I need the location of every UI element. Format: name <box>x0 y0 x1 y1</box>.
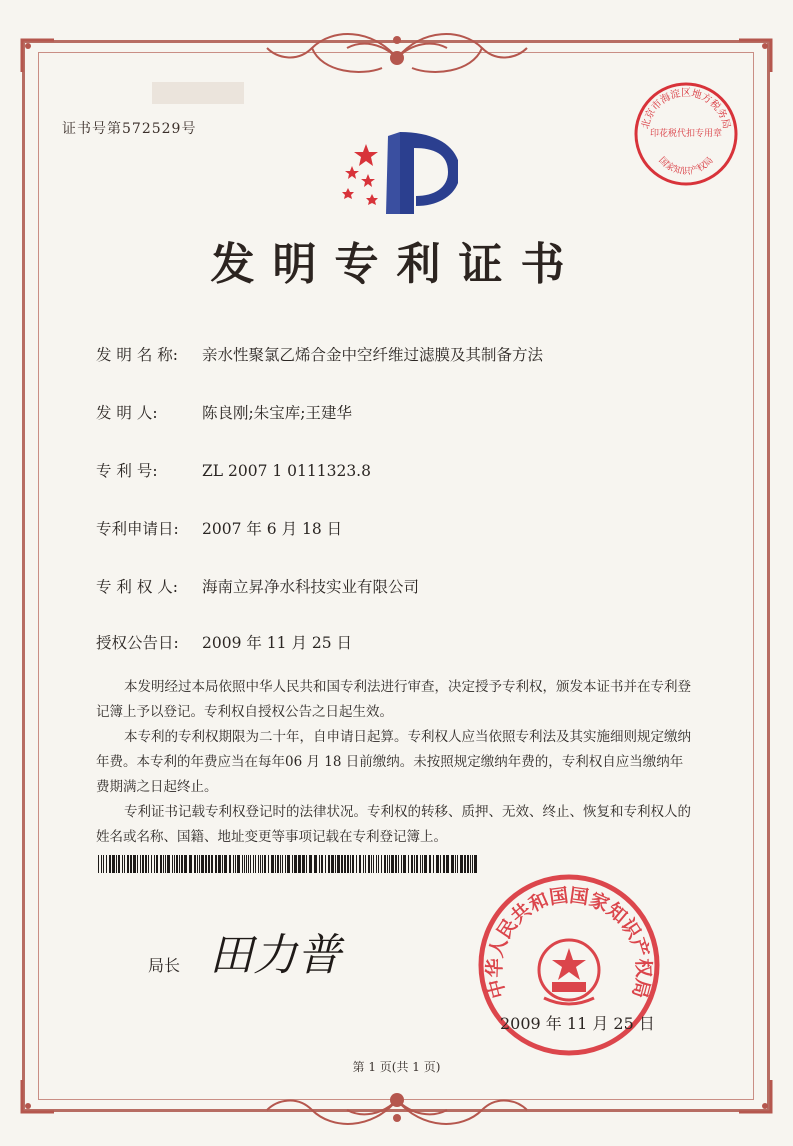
barcode-bar <box>205 855 207 873</box>
barcode-bar <box>451 855 454 873</box>
barcode-bar <box>222 855 223 873</box>
barcode-bar <box>215 855 217 873</box>
barcode-bar <box>189 855 192 873</box>
barcode-bar <box>398 855 399 873</box>
barcode-bar <box>127 855 129 873</box>
barcode-bar <box>411 855 413 873</box>
barcode-bar <box>331 855 334 873</box>
barcode-bar <box>229 855 231 873</box>
barcode-bar <box>262 855 263 873</box>
barcode-bar <box>165 855 166 873</box>
barcode-bar <box>443 855 445 873</box>
field-value: ZL 2007 1 0111323.8 <box>202 462 371 480</box>
field-value: 2009 年 11 月 25 日 <box>202 634 353 652</box>
tax-seal-text: 北京市海淀区地方税务局 <box>640 88 732 131</box>
national-emblem-icon <box>539 940 599 1004</box>
barcode-bar <box>306 855 307 873</box>
top-ornament <box>252 18 542 88</box>
barcode-bar <box>124 855 125 873</box>
barcode-bar <box>285 855 286 873</box>
tax-seal-bottom: 国家知识产权局 <box>656 155 716 177</box>
certificate-body <box>96 675 696 850</box>
barcode-bar <box>118 855 120 873</box>
barcode-bar <box>294 855 297 873</box>
barcode-bar <box>233 855 234 873</box>
barcode-bar <box>109 855 111 873</box>
field-invention-name <box>96 343 543 365</box>
barcode-bar <box>181 855 183 873</box>
barcode-bar <box>103 855 104 873</box>
field-value: 海南立昇净水科技实业有限公司 <box>202 578 420 596</box>
barcode-bar <box>271 855 274 873</box>
barcode-bar <box>179 855 180 873</box>
certificate-title: 发明专利证书 <box>210 239 583 290</box>
barcode-bar <box>140 855 141 873</box>
barcode-bar <box>433 855 434 873</box>
barcode-bar <box>457 855 458 873</box>
barcode-bar <box>371 855 372 873</box>
barcode-bar <box>268 855 269 873</box>
barcode-bar <box>363 855 364 873</box>
barcode-bar <box>335 855 336 873</box>
field-label: 授权公告日: <box>96 634 179 652</box>
svg-text:北京市海淀区地方税务局 <box>639 86 733 130</box>
barcode-bar <box>154 855 155 873</box>
barcode-bar <box>106 855 107 873</box>
barcode-bar <box>275 855 276 873</box>
barcode-bar <box>460 855 463 873</box>
field-label: 发 明 人: <box>96 404 158 422</box>
barcode-bar <box>160 855 162 873</box>
barcode-bar <box>237 855 240 873</box>
barcode-bar <box>321 855 323 873</box>
barcode-bar <box>167 855 170 873</box>
barcode-bar <box>280 855 281 873</box>
body-paragraph-3: 专利证书记载专利权登记时的法律状况。专利权的转移、质押、无效、终止、恢复和专利权人的姓名或名称、国籍、地址变更等事项记载在专利登记簿上。 <box>96 804 691 845</box>
chief-label: 局长 <box>148 956 181 975</box>
barcode-bar <box>391 855 394 873</box>
barcode-bar <box>163 855 164 873</box>
barcode-bar <box>309 855 312 873</box>
barcode-bar <box>282 855 283 873</box>
barcode-bar <box>176 855 178 873</box>
barcode-bar <box>446 855 449 873</box>
barcode-bar <box>112 855 115 873</box>
barcode-bar <box>408 855 409 873</box>
sipo-emblem-icon <box>338 122 458 222</box>
corner-ornament-bottom-left <box>18 1076 58 1116</box>
tax-seal <box>630 78 742 190</box>
barcode-bar <box>298 855 301 873</box>
barcode-bar <box>197 855 198 873</box>
barcode-bar <box>184 855 187 873</box>
barcode-bar <box>116 855 117 873</box>
barcode-bar <box>248 855 249 873</box>
barcode-bar <box>314 855 317 873</box>
barcode-bar <box>436 855 439 873</box>
barcode-bar <box>381 855 382 873</box>
certificate-number: 证书号第572529号 <box>62 121 197 137</box>
barcode-bar <box>122 855 123 873</box>
barcode-bar <box>416 855 418 873</box>
barcode-bar <box>199 855 200 873</box>
barcode-bar <box>260 855 261 873</box>
svg-text:国家知识产权局 <box>656 155 715 177</box>
barcode-bar <box>368 855 370 873</box>
barcode-bar <box>373 855 374 873</box>
barcode-bar <box>201 855 204 873</box>
field-patent-number <box>96 459 371 481</box>
barcode-bar <box>98 855 99 873</box>
field-label: 专 利 号: <box>96 462 158 480</box>
barcode-bar <box>376 855 377 873</box>
barcode-bar <box>142 855 144 873</box>
barcode-bar <box>464 855 466 873</box>
barcode-bar <box>350 855 351 873</box>
barcode-bar <box>414 855 415 873</box>
barcode-bar <box>347 855 349 873</box>
barcode-bar <box>156 855 158 873</box>
barcode-bar <box>208 855 210 873</box>
barcode-bar <box>356 855 357 873</box>
bottom-ornament <box>252 1070 542 1140</box>
barcode-bar <box>137 855 138 873</box>
barcode-bar <box>455 855 456 873</box>
barcode-bar <box>472 855 473 873</box>
barcode-bar <box>401 855 402 873</box>
barcode-bar <box>337 855 340 873</box>
barcode-bar <box>302 855 305 873</box>
field-value: 陈良刚;朱宝库;王建华 <box>202 404 352 422</box>
page-number: 第 1 页(共 1 页) <box>352 1060 441 1074</box>
barcode-bar <box>151 855 152 873</box>
barcode-bar <box>424 855 427 873</box>
signature <box>205 918 365 988</box>
field-label: 发 明 名 称: <box>96 346 179 364</box>
barcode-bar <box>211 855 213 873</box>
barcode-bar <box>352 855 354 873</box>
barcode-bar <box>250 855 251 873</box>
barcode-bar <box>133 855 136 873</box>
field-label: 专 利 权 人: <box>96 578 179 596</box>
barcode-bar <box>174 855 175 873</box>
barcode-bar <box>467 855 469 873</box>
barcode-bar <box>328 855 330 873</box>
field-label: 专利申请日: <box>96 520 179 538</box>
barcode-bar <box>194 855 196 873</box>
barcode-bar <box>244 855 245 873</box>
barcode-bar <box>148 855 149 873</box>
tax-seal-center: 印花税代扣专用章 <box>649 129 723 139</box>
barcode-bar <box>130 855 132 873</box>
barcode-bar <box>403 855 406 873</box>
barcode-bar <box>440 855 441 873</box>
barcode-bar <box>253 855 254 873</box>
seal-text: 中华人民共和国国家知识产权局 <box>483 884 655 1001</box>
barcode-bar <box>235 855 236 873</box>
barcode-bar <box>101 855 102 873</box>
field-value: 2007 年 6 月 18 日 <box>202 520 343 538</box>
field-inventors <box>96 401 352 423</box>
barcode-bar <box>145 855 147 873</box>
faint-stamp-mark <box>152 82 244 104</box>
field-application-date <box>96 517 342 539</box>
corner-ornament-top-right <box>735 36 775 76</box>
barcode-bar <box>422 855 423 873</box>
barcode-bar <box>395 855 397 873</box>
barcode-bar <box>384 855 386 873</box>
barcode-bar <box>287 855 290 873</box>
barcode-bar <box>344 855 346 873</box>
barcode-bar <box>255 855 256 873</box>
field-grant-date <box>96 631 352 653</box>
barcode-bar <box>292 855 293 873</box>
barcode-bar <box>224 855 227 873</box>
barcode-bar <box>258 855 259 873</box>
body-paragraph-2: 本专利的专利权期限为二十年，自申请日起算。专利权人应当依照专利法及其实施细则规定缴纳年费。本专利的年费应当在每年06 月 18 日前缴纳。未按照规定缴纳年费的，专利权自应当缴纳年费期满之日起终止。 <box>96 729 691 795</box>
corner-ornament-bottom-right <box>735 1076 775 1116</box>
barcode-bar <box>470 855 471 873</box>
barcode-bar <box>365 855 366 873</box>
barcode-bar <box>242 855 243 873</box>
barcode-bar <box>387 855 388 873</box>
barcode-bar <box>218 855 221 873</box>
barcode-bar <box>378 855 379 873</box>
field-patentee <box>96 575 419 597</box>
field-value: 亲水性聚氯乙烯合金中空纤维过滤膜及其制备方法 <box>202 346 544 364</box>
barcode-bar <box>319 855 320 873</box>
corner-ornament-top-left <box>18 36 58 76</box>
barcode-bar <box>325 855 326 873</box>
barcode-bar <box>389 855 390 873</box>
barcode <box>98 855 478 875</box>
barcode-bar <box>246 855 247 873</box>
barcode-bar <box>172 855 173 873</box>
issue-date: 2009 年 11 月 25 日 <box>500 1014 655 1033</box>
body-paragraph-1: 本发明经过本局依照中华人民共和国专利法进行审查，决定授予专利权，颁发本证书并在专利登记簿上予以登记。专利权自授权公告之日起生效。 <box>96 679 691 720</box>
signature-text: 田力普 <box>209 930 341 981</box>
barcode-bar <box>277 855 279 873</box>
barcode-bar <box>420 855 421 873</box>
barcode-bar <box>264 855 266 873</box>
barcode-bar <box>429 855 431 873</box>
barcode-bar <box>359 855 361 873</box>
barcode-bar <box>341 855 343 873</box>
